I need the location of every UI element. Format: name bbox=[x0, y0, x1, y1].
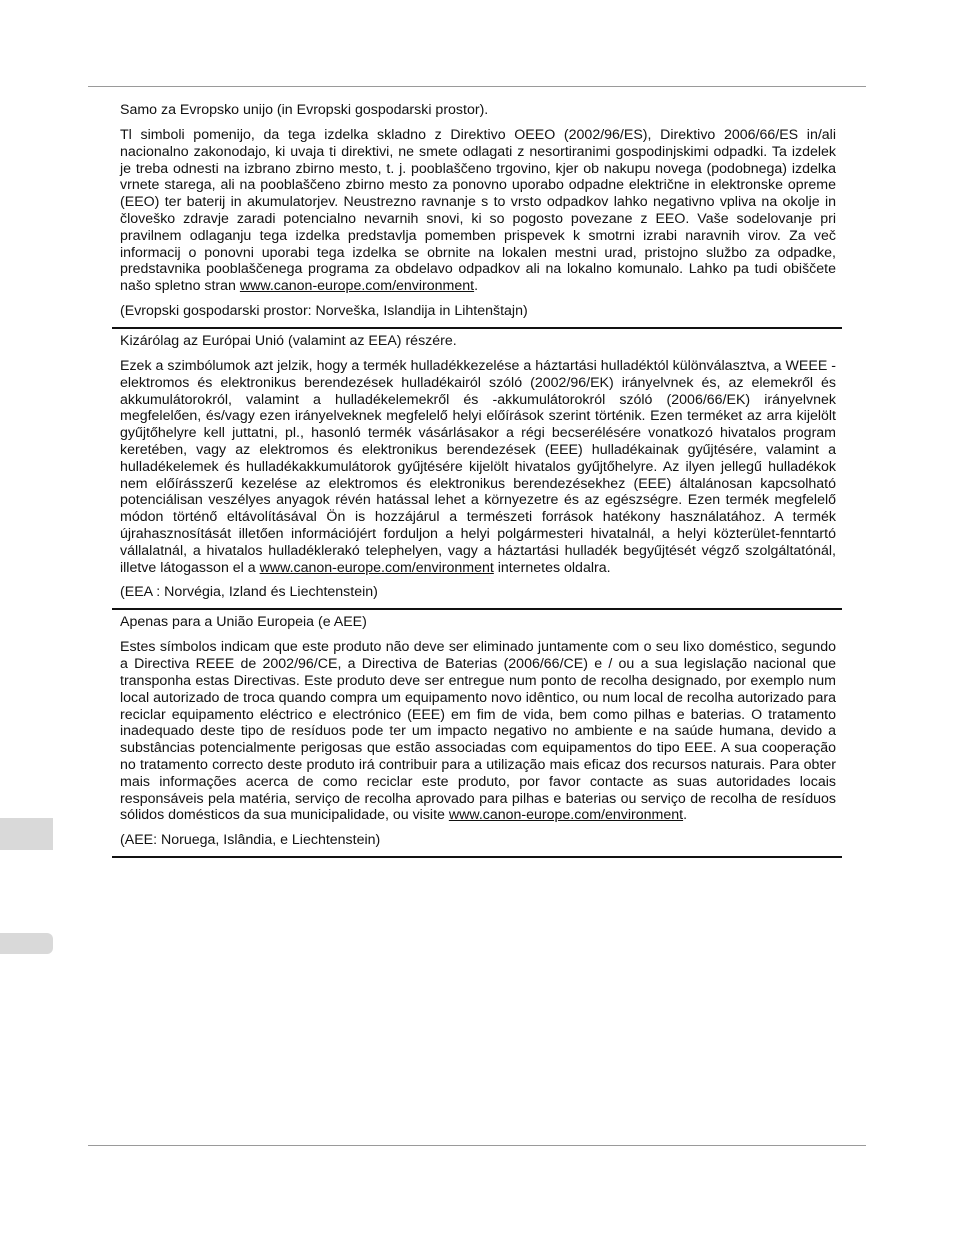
side-index-tab bbox=[0, 818, 53, 850]
notice-content bbox=[112, 98, 842, 858]
side-index-tab-lower bbox=[0, 933, 53, 954]
section-heading: Kizárólag az Európai Unió (valamint az EEA) részére. bbox=[120, 332, 457, 349]
body-text-end: internetes oldalra. bbox=[493, 559, 611, 576]
section-portuguese bbox=[112, 610, 842, 858]
section-body bbox=[120, 358, 836, 576]
header-rule bbox=[88, 86, 866, 87]
environment-link[interactable]: www.canon-europe.com/environment bbox=[448, 807, 684, 824]
footer-rule bbox=[88, 1145, 866, 1146]
section-hungarian bbox=[112, 329, 842, 610]
section-heading: Apenas para a União Europeia (e AEE) bbox=[120, 614, 367, 631]
body-text-end: . bbox=[683, 807, 688, 824]
environment-link[interactable]: www.canon-europe.com/environment bbox=[239, 278, 475, 295]
section-note: (EEA : Norvégia, Izland és Liechtenstein) bbox=[120, 584, 378, 601]
environment-link[interactable]: www.canon-europe.com/environment bbox=[259, 559, 494, 576]
section-body bbox=[120, 127, 836, 295]
section-body bbox=[120, 639, 836, 824]
body-text: Estes símbolos indicam que este produto não deve ser eliminado juntamente com o seu lixo doméstico, segundo a Directiva REEE de 2002/96/CE, a Directiva de Baterias (2006/66/CE) e / ou a sua legislação nacional que transponha estas Directivas. Este produto deve ser entregue num ponto de recolha designado, por exemplo num local autorizado de troca quando compra um equipamento novo idêntico, ou num local de recolha autorizado para reciclar equipamento eléctrico e electrónico (EEE) em fim de vida, bem como pilhas e baterias. O tratamento inadequado deste tipo de resíduos pode ter um impacto negativo no ambiente e na saúde humana, devido a substâncias potencialmente perigosas que estão associadas com equipamentos do tipo EEE. A sua cooperação no tratamento correcto deste produto irá contribuir para a utilização mais eficaz dos recursos naturais. Para obter mais informações acerca de como reciclar este produto, por favor contacte as suas autoridades locais responsáveis pela matéria, serviço de recolha aprovado para pilhas e baterias ou serviço de recolha de resíduos sólidos domésticos da sua municipalidade, ou visite bbox=[120, 639, 836, 824]
body-text-end: . bbox=[474, 278, 479, 295]
section-note: (AEE: Noruega, Islândia, e Liechtenstein) bbox=[120, 832, 381, 849]
body-text: Ezek a szimbólumok azt jelzik, hogy a termék hulladékkezelése a háztartási hulladéktól különválasztva, a WEEE - elektromos és elektronikus berendezések hulladékairól szóló (2002/96/EK) irányelvnek és, az elemekről és akkumulátorokról, valamint a hulladékelemekről és -akkumulátorokról szóló (2006/66/EK) irányelvnek megfelelően, és/vagy ezen irányelveknek megfelelő helyi előírások szerint történik. Ezen terméket az arra kijelölt gyűjtőhelyre kell juttatni, pl., hasonló termék vásárlásakor a régi becserélésére vonatkozó hivatalos program keretében, vagy az elektromos és elektronikus berendezések (EEE) hulladékainak gyűjtésére, valamint a hulladékelemek és hulladékakkumulátorok gyűjtésére kijelölt hivatalos gyűjtőhelyre. Az ilyen jellegű hulladékok nem előírásszerű kezelése az elektromos és elektronikus berendezésekhez (EEE) általánosan kapcsolható potenciálisan veszélyes anyagok révén hatással lehet a környezetre és az egészségre. Ezen termék megfelelő módon történő eltávolításával Ön is hozzájárul a természeti források hatékony használatához. A termék újrahasznosítását illetően információjért forduljon a helyi polgármesteri hivatalnál, a helyi közterület-fenntartó vállalatnál, a hivatalos hulladéklerakó telephelyen, vagy a háztartási hulladék begyűjtését végző szolgáltatónál, illetve látogasson el a bbox=[120, 357, 836, 576]
body-text: Tl simboli pomenijo, da tega izdelka skladno z Direktivo OEEO (2002/96/ES), Direktivo 2006/66/ES in/ali nacionalno zakonodajo, ki uvaja ti direktivi, ne smete odlagati z nesortiranimi gospodinjskimi odpadki. Ta izdelek je treba odnesti na izbrano zbirno mesto, t. j. pooblaščeno trgovino, kjer ob nakupu novega (podobnega) izdelka vrnete starega, ali na pooblaščeno zbirno mesto za ponovno uporabo odpadne električne in elektronske opreme (EEO) ter baterij in akumulatorjev. Neustrezno ravnanje s to vrsto odpadkov lahko negativno vpliva na okolje in človeško zdravje zaradi potencialno nevarnih snovi, ki so pogosto povezane z EEO. Vaše sodelovanje pri pravilnem odlaganju tega izdelka predstavlja pomemben prispevek k smotrni izrabi naravnih virov. Za več informacij o ponovni uporabi tega izdelka se obrnite na lokalen mestni urad, pristojno službo za odpadke, predstavnika pooblaščenega programa za obdelavo odpadkov ali na lokalno komunalo. Lahko pa tudi obiščete našo spletno stran bbox=[120, 127, 836, 295]
section-heading: Samo za Evropsko unijo (in Evropski gospodarski prostor). bbox=[120, 102, 489, 118]
section-slovenian bbox=[112, 98, 842, 329]
section-note: (Evropski gospodarski prostor: Norveška, Islandija in Lihtenštajn) bbox=[120, 302, 528, 319]
